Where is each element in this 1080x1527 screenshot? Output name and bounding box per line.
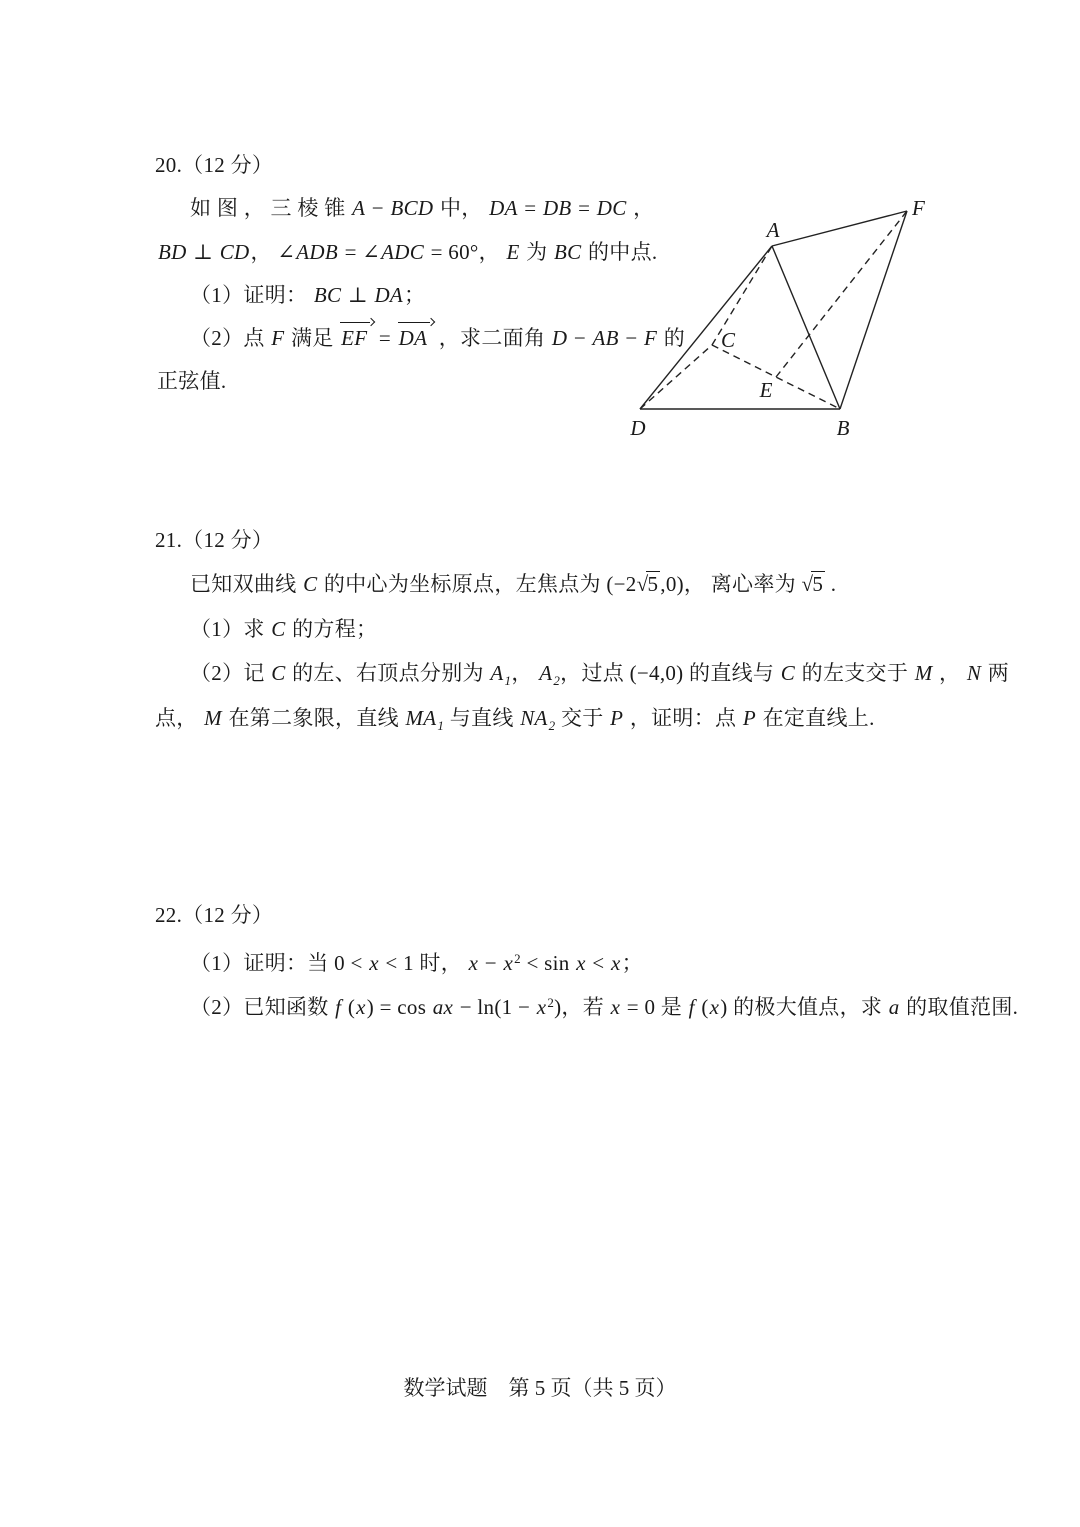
sqrt-expression: √5: [801, 572, 824, 596]
problem-21-line-2: 已知双曲线 C 的中心为坐标原点，左焦点为 (−2√5,0)， 离心率为 √5 .: [190, 572, 837, 596]
vertex-label-B: B: [836, 416, 850, 440]
vertex-label-E: E: [759, 378, 773, 402]
edge-AB: [772, 246, 840, 409]
problem-20-line-5: （2）点 F 满足 EF = DA ，求二面角 D − AB − F 的: [190, 326, 686, 350]
edge-DA: [640, 246, 772, 409]
problem-21-line-5: 点， M 在第二象限，直线 $MA_1$ 与直线 $NA_2$ 交于 P ，证明：点 P 在定直线上.: [155, 706, 875, 733]
vertex-label-C: C: [721, 328, 736, 352]
edge-EF: [776, 211, 907, 377]
vertex-label-D: D: [630, 416, 646, 440]
problem-20-line-1: 20.（12 分）: [155, 153, 274, 177]
problem20-tetrahedron-figure: [600, 185, 950, 445]
problem-21-line-1: 21.（12 分）: [155, 528, 274, 552]
problem-22-line-1: 22.（12 分）: [155, 903, 274, 927]
page-footer: 数学试题 第 5 页（共 5 页）: [403, 1376, 677, 1400]
problem-20-line-4: （1）证明： BC ⊥ DA；: [190, 283, 426, 307]
problem-21-line-4: （2）记 C 的左、右顶点分别为 $A_1$， $A_2$，过点 (−4,0) 的直线与 C 的左支交于 M ， N 两: [190, 661, 1010, 688]
edge-DC: [640, 345, 712, 409]
problem-21-line-3: （1）求 C 的方程；: [190, 617, 378, 641]
problem-20-line-3: BD ⊥ CD， ∠ADB = ∠ADC = 60°， E 为 BC 的中点.: [158, 240, 658, 264]
problem-22-line-3: （2）已知函数 f (x) = cos ax − $\ln(1 - x^2)$，若 x = 0 是 f (x) 的极大值点，求 a 的取值范围.: [190, 995, 1019, 1019]
sqrt-expression: √5: [636, 572, 659, 596]
vertex-label-F: F: [912, 196, 925, 220]
problem-20-line-6: 正弦值.: [157, 369, 227, 393]
problem-22-line-2: （1）证明：当 0 < x < 1 时， $x - x^2 < \sin x < x$；: [190, 951, 643, 975]
problem-20-line-2: 如 图 ， 三 棱 锥 A − BCD 中， DA = DB = DC ，: [190, 196, 655, 220]
edge-AF: [772, 211, 907, 246]
vertex-label-A: A: [766, 218, 780, 242]
edge-FB: [840, 211, 907, 409]
